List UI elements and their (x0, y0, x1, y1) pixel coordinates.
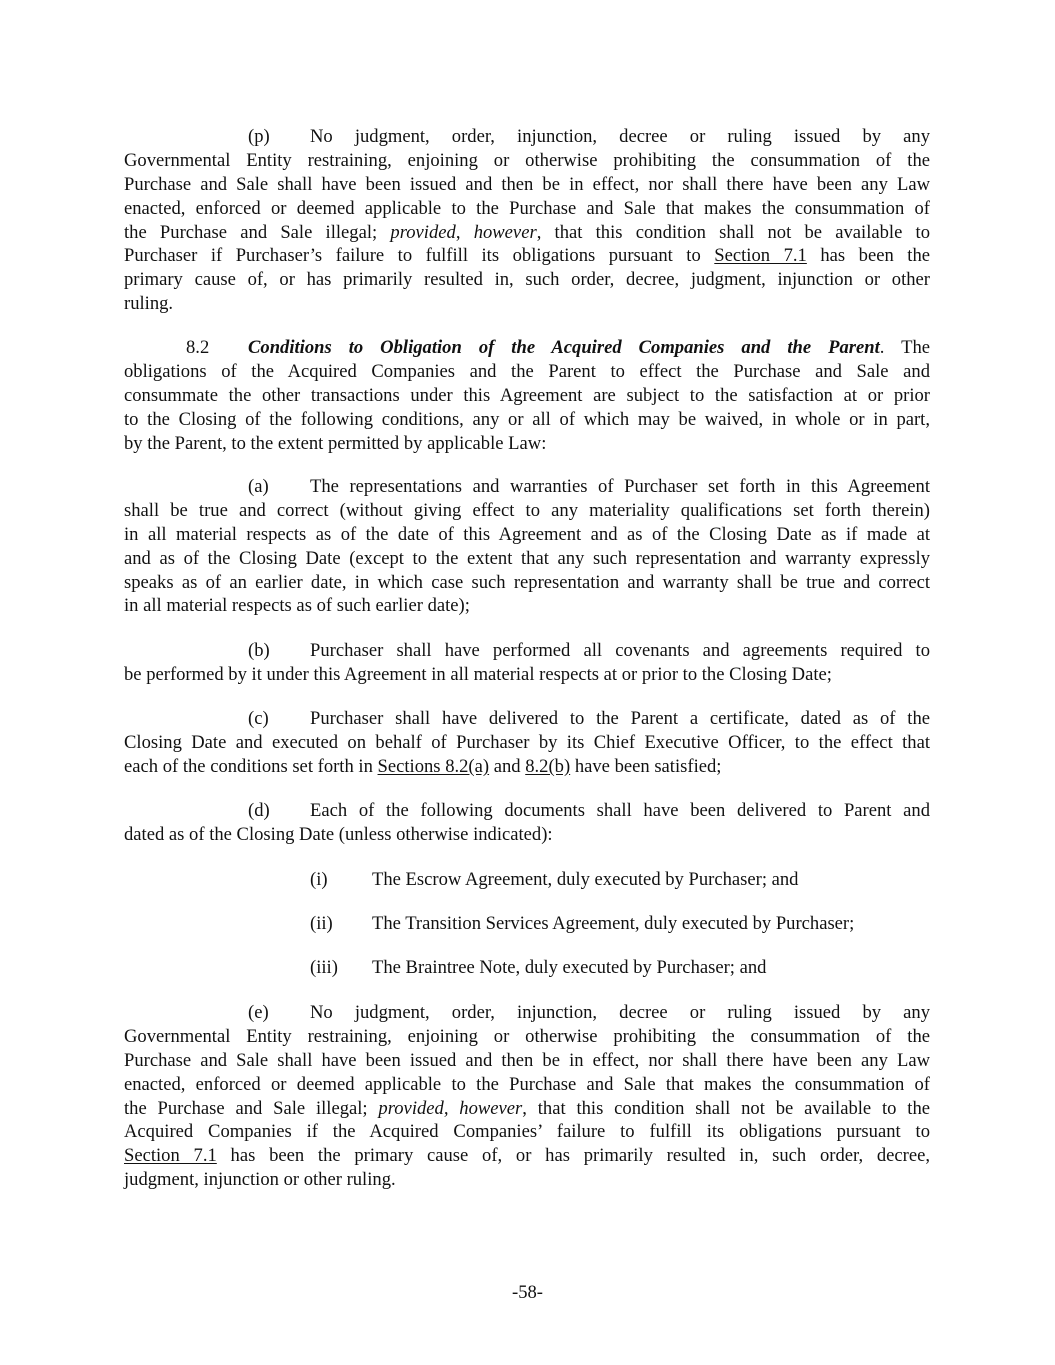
text-line (124, 292, 930, 316)
para-b (124, 639, 930, 687)
text-run: Acquired Companies if the Acquired Companies’ failure to fulfill its obligations pursuant to (124, 1121, 930, 1143)
text-line (124, 956, 930, 980)
text-run: have been satisfied; (570, 755, 722, 777)
text-line (124, 1001, 930, 1025)
text-run: , that this condition shall not be available to the (522, 1097, 930, 1119)
text-line (124, 475, 930, 499)
text-run: in all material respects as of the date of this Agreement and as of the Closing Date as if made at (124, 523, 930, 545)
paragraph-label: (a) (248, 476, 269, 497)
paragraph-label: (ii) (310, 913, 333, 934)
text-run: speaks as of an earlier date, in which case such representation and warranty shall be true and correct (124, 571, 930, 593)
text-run: however (473, 221, 537, 243)
text-line (124, 868, 930, 892)
text-run: obligations of the Acquired Companies and the Parent to effect the Purchase and Sale and (124, 360, 930, 382)
paragraph-label: (i) (310, 869, 328, 890)
text-run: Governmental Entity restraining, enjoining or otherwise prohibiting the consummation of the (124, 1025, 930, 1047)
text-run: provided (390, 221, 456, 243)
text-line (124, 1049, 930, 1073)
paragraph-label: (iii) (310, 957, 338, 978)
text-line (124, 499, 930, 523)
paragraph-label: (c) (248, 708, 269, 729)
text-line (124, 755, 930, 779)
para-d-iii (124, 956, 930, 980)
text-line (124, 197, 930, 221)
para-a (124, 475, 930, 618)
text-run: and (489, 755, 526, 777)
text-line (124, 149, 930, 173)
section-heading: Conditions to Obligation of the Acquired Companies and the Parent (248, 337, 880, 358)
text-run: . The (879, 337, 930, 358)
cross-reference-link: Section 7.1 (714, 245, 807, 267)
cross-reference-link: Section 7.1 (124, 1145, 217, 1167)
text-run: and as of the Closing Date (except to the extent that any such representation and warranty expressly (124, 547, 930, 569)
text-run: ruling. (124, 293, 174, 315)
text-run: No judgment, order, injunction, decree or ruling issued by any (310, 126, 930, 147)
text-run: Governmental Entity restraining, enjoining or otherwise prohibiting the consummation of the (124, 149, 930, 171)
text-line (124, 799, 930, 823)
text-run: primary cause of, or has primarily resulted in, such order, decree, judgment, injunction or other (124, 269, 930, 291)
text-run: The Transition Services Agreement, duly executed by Purchaser; (372, 913, 855, 934)
text-line (124, 1168, 930, 1192)
text-run: shall be true and correct (without giving effect to any materiality qualifications set forth therein) (124, 499, 930, 521)
text-run: be performed by it under this Agreement in all material respects at or prior to the Closing Date; (124, 663, 832, 685)
text-run: Purchase and Sale shall have been issued and then be in effect, nor shall there have been any Law (124, 1049, 930, 1071)
text-run: Purchase and Sale shall have been issued and then be in effect, nor shall there have been any Law (124, 173, 930, 195)
text-run: dated as of the Closing Date (unless otherwise indicated): (124, 823, 553, 845)
text-line (124, 125, 930, 149)
text-line (124, 1144, 930, 1168)
text-run: in all material respects as of such earlier date); (124, 595, 470, 617)
paragraph-label: (b) (248, 640, 270, 661)
text-run: The Escrow Agreement, duly executed by Purchaser; and (372, 869, 799, 890)
text-run: has been the (806, 245, 931, 267)
text-run: judgment, injunction or other ruling. (124, 1169, 396, 1191)
text-line (124, 823, 930, 847)
text-line (124, 336, 930, 360)
paragraph-label: (p) (248, 126, 270, 147)
paragraph-label: 8.2 (186, 337, 210, 358)
text-line (124, 731, 930, 755)
section-8-2 (124, 336, 930, 455)
text-run: Purchaser shall have delivered to the Parent a certificate, dated as of the (310, 708, 930, 729)
text-run: Each of the following documents shall have been delivered to Parent and (310, 800, 930, 821)
text-run: by the Parent, to the extent permitted by applicable Law: (124, 432, 547, 454)
text-run: Closing Date and executed on behalf of Purchaser by its Chief Executive Officer, to the effect that (124, 731, 930, 753)
text-run: The Braintree Note, duly executed by Purchaser; and (372, 957, 767, 978)
paragraph-label: (e) (248, 1002, 269, 1023)
text-line (124, 1073, 930, 1097)
text-run: consummate the other transactions under this Agreement are subject to the satisfaction at or prior (124, 384, 930, 406)
text-run: to the Closing of the following conditions, any or all of which may be waived, in whole or in part, (124, 408, 930, 430)
text-line (124, 1097, 930, 1121)
text-run: Purchaser if Purchaser’s failure to fulfill its obligations pursuant to (124, 245, 715, 267)
text-run: each of the conditions set forth in (124, 755, 378, 777)
text-run: the Purchase and Sale illegal; (124, 1097, 379, 1119)
text-line (124, 547, 930, 571)
text-line (124, 912, 930, 936)
text-line (124, 594, 930, 618)
text-run: enacted, enforced or deemed applicable to the Purchase and Sale that makes the consummation of (124, 1073, 930, 1095)
text-run: Purchaser shall have performed all covenants and agreements required to (310, 640, 930, 661)
text-run: The representations and warranties of Purchaser set forth in this Agreement (310, 476, 930, 497)
text-run: , (455, 221, 474, 243)
text-line (124, 639, 930, 663)
text-line (124, 360, 930, 384)
text-line (124, 432, 930, 456)
text-line (124, 173, 930, 197)
paragraph-label: (d) (248, 800, 270, 821)
text-run: provided, however (378, 1097, 523, 1119)
text-line (124, 1025, 930, 1049)
para-d-i (124, 868, 930, 892)
text-line (124, 523, 930, 547)
text-run: the Purchase and Sale illegal; (124, 221, 391, 243)
text-run: has been the primary cause of, or has primarily resulted in, such order, decree, (216, 1145, 930, 1167)
para-d (124, 799, 930, 847)
cross-reference-link: Sections 8.2(a) (377, 755, 490, 777)
text-line (124, 268, 930, 292)
text-run: enacted, enforced or deemed applicable to the Purchase and Sale that makes the consummation of (124, 197, 930, 219)
para-c (124, 707, 930, 779)
text-line (124, 408, 930, 432)
text-line (124, 384, 930, 408)
text-run: No judgment, order, injunction, decree or ruling issued by any (310, 1002, 930, 1023)
text-run: , that this condition shall not be available to (536, 221, 931, 243)
text-line (124, 221, 930, 245)
text-line (124, 663, 930, 687)
text-line (124, 707, 930, 731)
para-p (124, 125, 930, 316)
text-line (124, 571, 930, 595)
para-d-ii (124, 912, 930, 936)
cross-reference-link: 8.2(b) (525, 755, 571, 777)
para-e (124, 1001, 930, 1192)
page-number: -58- (512, 1282, 543, 1303)
text-line (124, 244, 930, 268)
text-line (124, 1120, 930, 1144)
